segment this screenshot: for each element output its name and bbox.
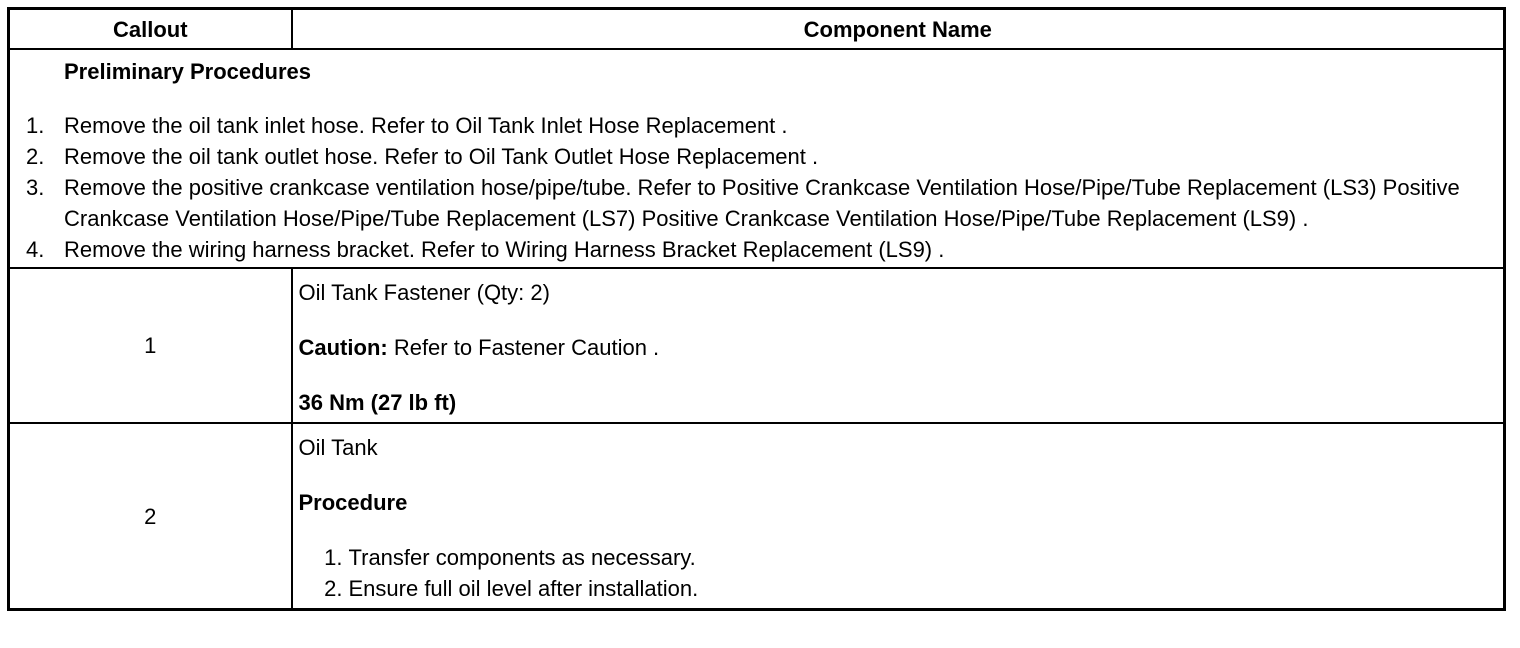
table-row (9, 268, 1505, 423)
procedure-steps-list (299, 542, 1496, 604)
step-text: Ensure full oil level after installation. (348, 576, 699, 601)
step-text: Remove the wiring harness bracket. Refer to Wiring Harness Bracket Replacement (LS9) . (64, 237, 945, 262)
preliminary-procedures-title: Preliminary Procedures (64, 59, 312, 84)
step-text: Remove the positive crankcase ventilation hose/pipe/tube. Refer to Positive Crankcase Ventilation Hose/Pipe/Tube Replacement (LS3) Positive Crankcase Ventilation Hose/Pipe/Tube Replacement (LS7) Positive Crankcase Ventilation Hose/Pipe/Tube Replacement (LS9) . (64, 175, 1460, 231)
table-row (9, 423, 1505, 610)
callout-number: 2 (9, 423, 292, 610)
list-item (299, 542, 1496, 573)
torque-spec: 36 Nm (27 lb ft) (298, 390, 457, 415)
caution-text: Refer to Fastener Caution . (387, 335, 660, 360)
component-cell (292, 268, 1505, 423)
preliminary-procedures-cell (9, 49, 1505, 268)
list-item (299, 573, 1496, 604)
step-number: 4. (26, 237, 45, 262)
preliminary-steps-list (26, 110, 1493, 265)
list-item (26, 141, 1493, 172)
step-number: 1. (26, 113, 45, 138)
step-number: 3. (26, 175, 45, 200)
list-item (26, 172, 1493, 234)
component-name: Oil Tank Fastener (Qty: 2) (298, 280, 550, 305)
list-item (26, 110, 1493, 141)
caution-note (299, 332, 1496, 363)
step-number: 2. (26, 144, 45, 169)
step-text: Remove the oil tank outlet hose. Refer to Oil Tank Outlet Hose Replacement . (64, 144, 819, 169)
step-number: 2. (324, 576, 343, 601)
component-name-header: Component Name (292, 9, 1505, 50)
step-number: 1. (324, 545, 343, 570)
component-cell (292, 423, 1505, 610)
step-text: Transfer components as necessary. (348, 545, 696, 570)
step-text: Remove the oil tank inlet hose. Refer to Oil Tank Inlet Hose Replacement . (64, 113, 788, 138)
component-name: Oil Tank (298, 435, 378, 460)
preliminary-row (9, 49, 1505, 268)
list-item (26, 234, 1493, 265)
callout-number: 1 (9, 268, 292, 423)
header-row (9, 9, 1505, 50)
callout-header: Callout (9, 9, 292, 50)
caution-label: Caution: (298, 335, 388, 360)
component-table (7, 7, 1506, 611)
procedure-title: Procedure (298, 490, 408, 515)
